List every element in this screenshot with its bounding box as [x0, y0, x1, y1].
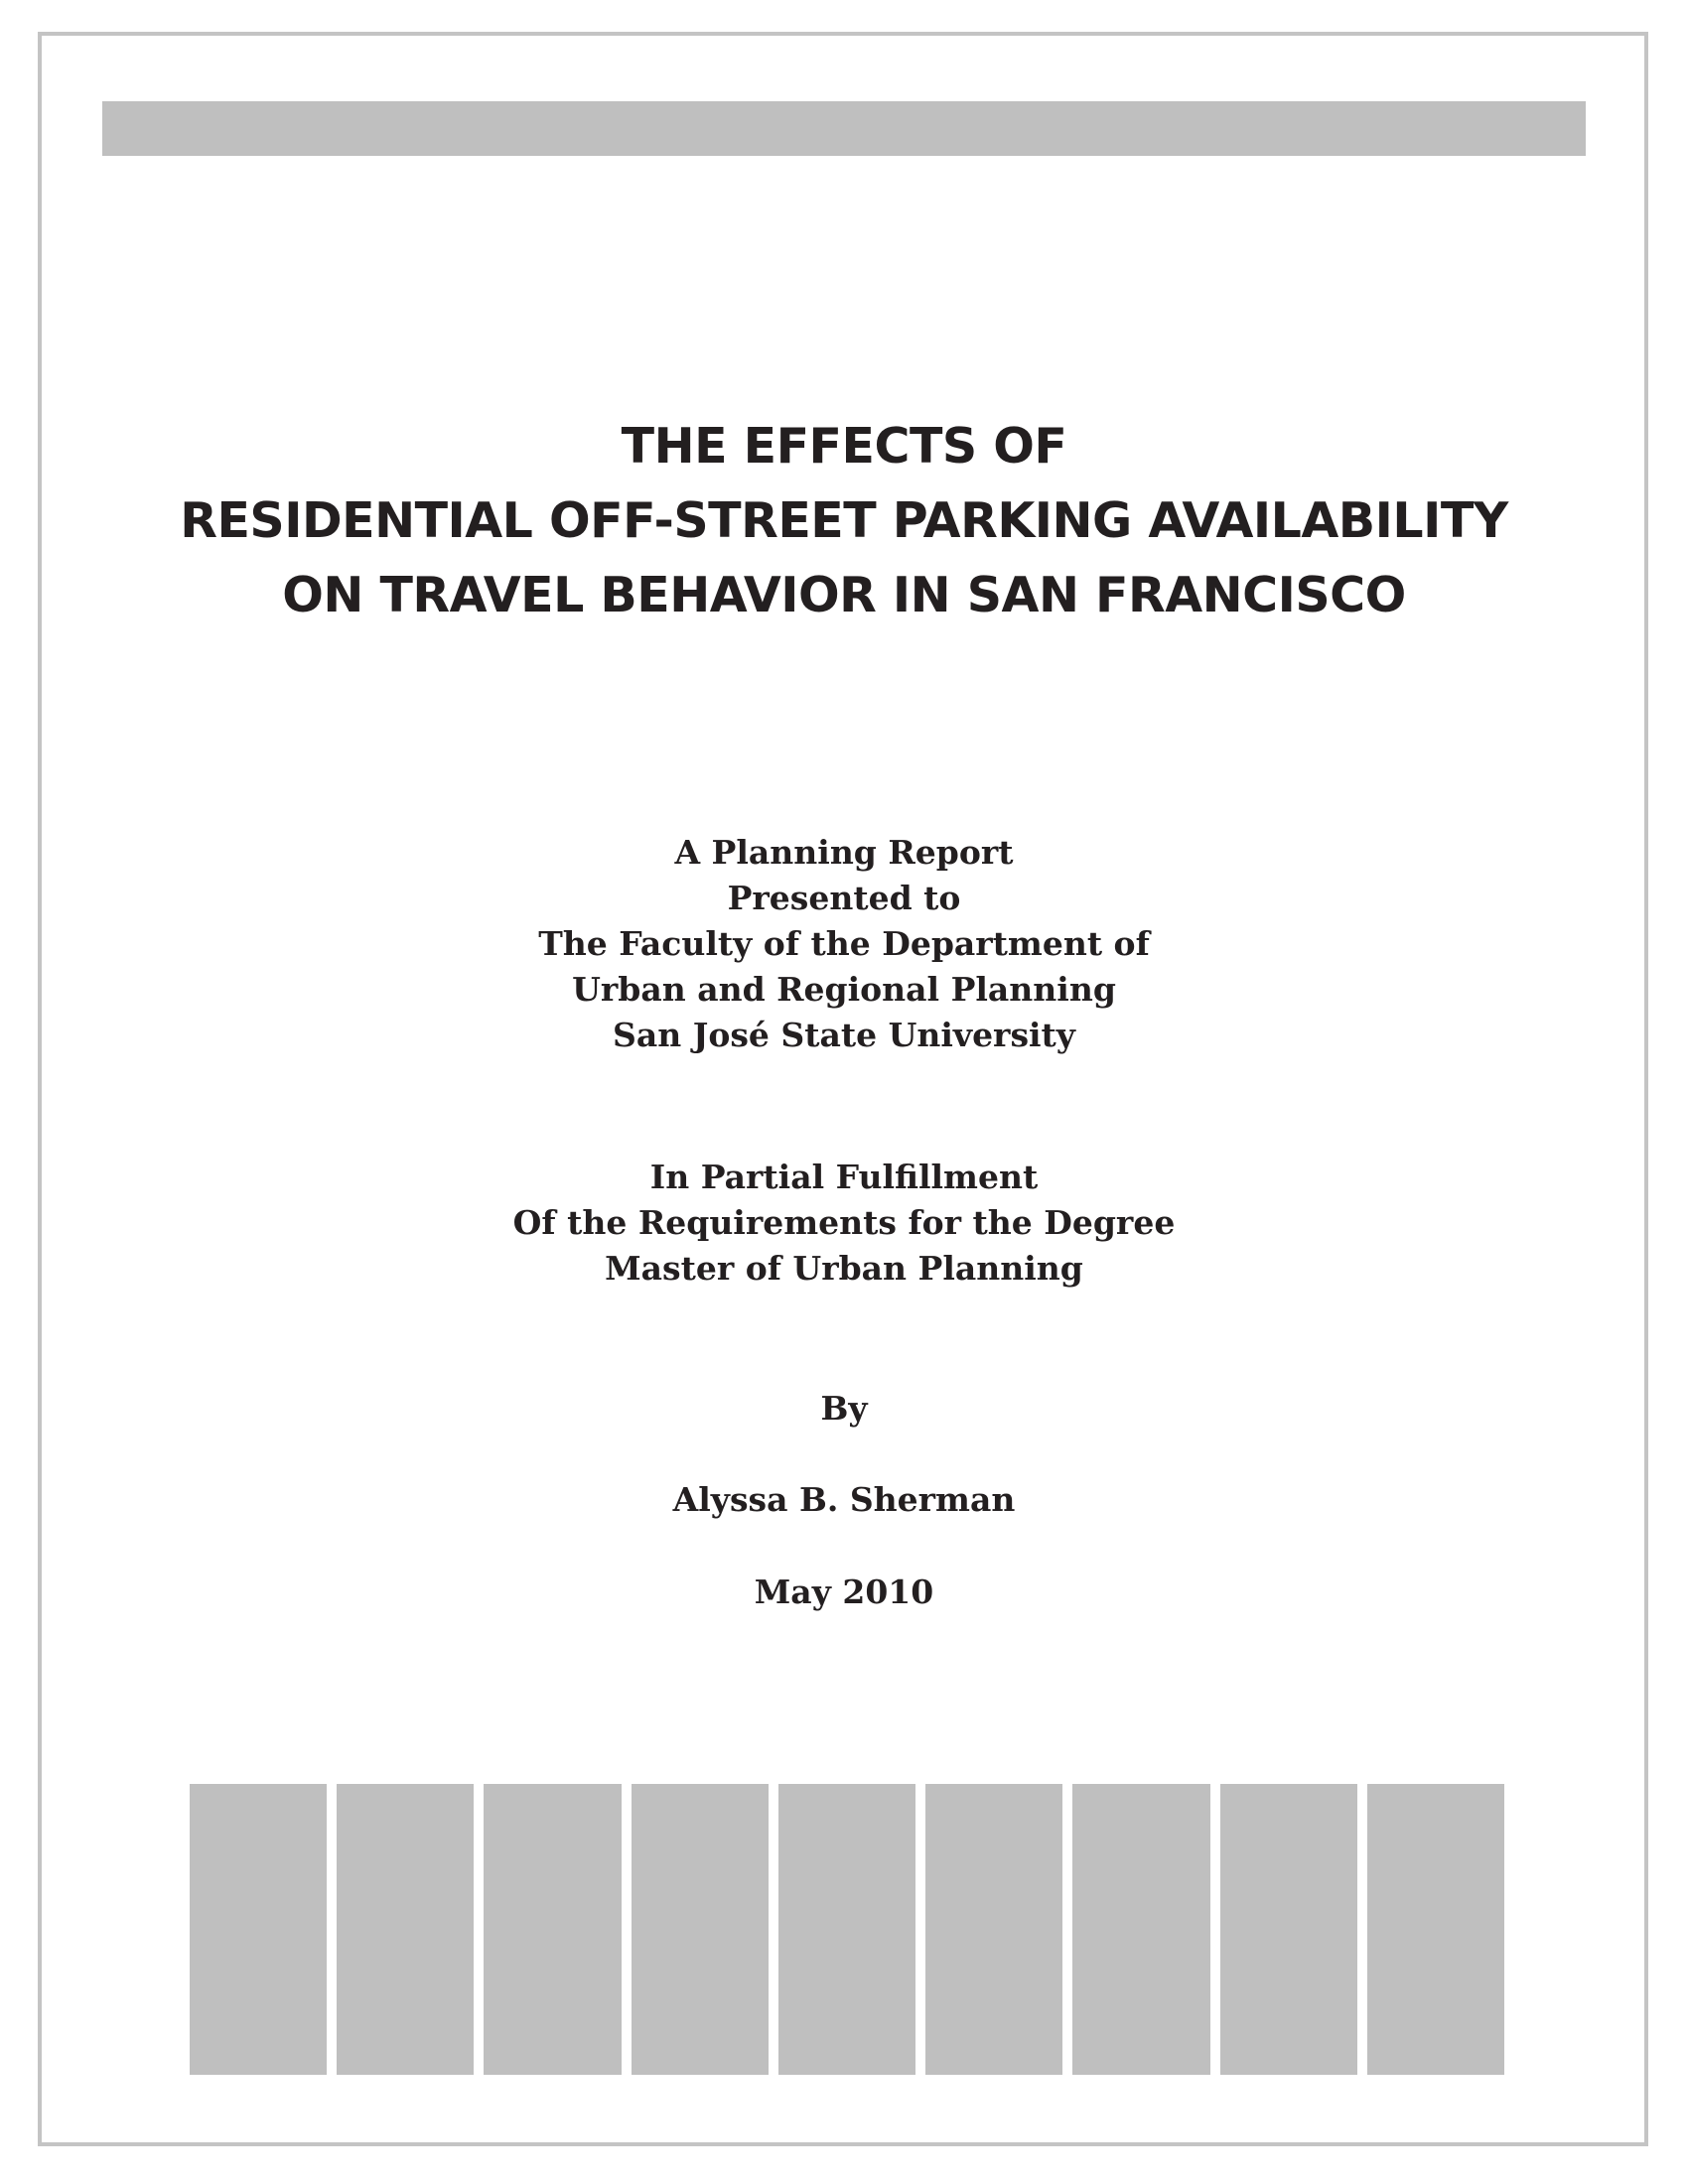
report-line: The Faculty of the Department of [538, 924, 1150, 963]
decorative-column [778, 1784, 915, 2075]
decorative-column [1367, 1784, 1504, 2075]
report-line: Presented to [727, 879, 961, 917]
title-line: THE EFFECTS OF [621, 418, 1067, 475]
report-line: Urban and Regional Planning [572, 970, 1116, 1009]
title-line: ON TRAVEL BEHAVIOR IN SAN FRANCISCO [282, 567, 1406, 623]
decorative-column [190, 1784, 327, 2075]
fulfillment-line: Of the Requirements for the Degree [512, 1203, 1176, 1242]
decorative-column [484, 1784, 621, 2075]
title-line: RESIDENTIAL OFF-STREET PARKING AVAILABILITY [180, 492, 1508, 549]
report-title [0, 409, 1688, 632]
decorative-column [337, 1784, 474, 2075]
by-label: By [820, 1389, 868, 1428]
decorative-column [1220, 1784, 1357, 2075]
fulfillment-line: In Partial Fulfillment [649, 1158, 1039, 1196]
degree-fulfillment-block [0, 1155, 1688, 1292]
report-presentation-block [0, 830, 1688, 1058]
fulfillment-line: Master of Urban Planning [605, 1249, 1083, 1288]
decorative-column [925, 1784, 1062, 2075]
report-line: San José State University [613, 1016, 1075, 1054]
top-decorative-band [102, 101, 1586, 156]
author-name: Alyssa B. Sherman [672, 1480, 1016, 1519]
report-line: A Planning Report [674, 833, 1014, 872]
decorative-column [632, 1784, 769, 2075]
publication-date: May 2010 [754, 1572, 934, 1611]
decorative-column [1072, 1784, 1209, 2075]
bottom-decorative-columns [190, 1784, 1504, 2075]
